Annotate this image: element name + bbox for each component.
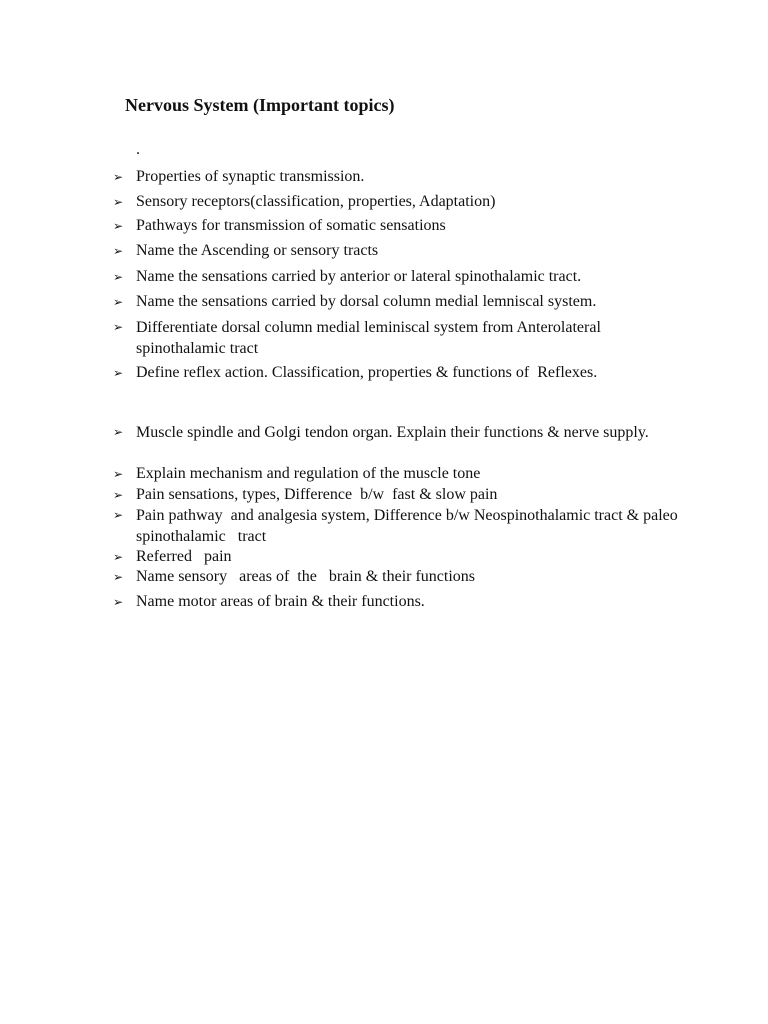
list-item-text: Define reflex action. Classification, properties & functions of Reflexes. bbox=[136, 364, 598, 381]
arrow-bullet-icon: ➢ bbox=[113, 508, 124, 522]
arrow-bullet-icon: ➢ bbox=[113, 467, 124, 481]
arrow-bullet-icon: ➢ bbox=[113, 595, 124, 609]
list-item-text: Explain mechanism and regulation of the muscle tone bbox=[136, 465, 481, 482]
list-item-text: Sensory receptors(classification, properties, Adaptation) bbox=[136, 193, 496, 210]
arrow-bullet-icon: ➢ bbox=[113, 170, 124, 184]
list-item-text: Properties of synaptic transmission. bbox=[136, 168, 365, 185]
list-item-text: Pain pathway and analgesia system, Difference b/w Neospinothalamic tract & paleo spinothalamic tract bbox=[136, 507, 682, 545]
arrow-bullet-icon: ➢ bbox=[113, 550, 124, 564]
list-item-text: Differentiate dorsal column medial leminiscal system from Anterolateral spinothalamic tract bbox=[136, 319, 605, 357]
list-item-text: Name the Ascending or sensory tracts bbox=[136, 242, 379, 259]
list-item-text: Name the sensations carried by dorsal column medial lemniscal system. bbox=[136, 293, 597, 310]
arrow-bullet-icon: ➢ bbox=[113, 320, 124, 334]
list-item-text: Name motor areas of brain & their functions. bbox=[136, 593, 425, 610]
arrow-bullet-icon: ➢ bbox=[113, 244, 124, 258]
list-item-text: Muscle spindle and Golgi tendon organ. Explain their functions & nerve supply. bbox=[136, 424, 649, 441]
page-title: Nervous System (Important topics) bbox=[125, 95, 395, 115]
arrow-bullet-icon: ➢ bbox=[113, 270, 124, 284]
arrow-bullet-icon: ➢ bbox=[113, 570, 124, 584]
stray-mark: . bbox=[136, 141, 140, 158]
arrow-bullet-icon: ➢ bbox=[113, 488, 124, 502]
list-item-text: Pathways for transmission of somatic sensations bbox=[136, 217, 446, 234]
arrow-bullet-icon: ➢ bbox=[113, 425, 124, 439]
list-item-text: Referred pain bbox=[136, 548, 232, 565]
arrow-bullet-icon: ➢ bbox=[113, 219, 124, 233]
arrow-bullet-icon: ➢ bbox=[113, 366, 124, 380]
list-item-text: Name sensory areas of the brain & their functions bbox=[136, 568, 476, 585]
list-item-text: Pain sensations, types, Difference b/w fast & slow pain bbox=[136, 486, 498, 503]
arrow-bullet-icon: ➢ bbox=[113, 295, 124, 309]
arrow-bullet-icon: ➢ bbox=[113, 195, 124, 209]
list-item-text: Name the sensations carried by anterior or lateral spinothalamic tract. bbox=[136, 268, 582, 285]
